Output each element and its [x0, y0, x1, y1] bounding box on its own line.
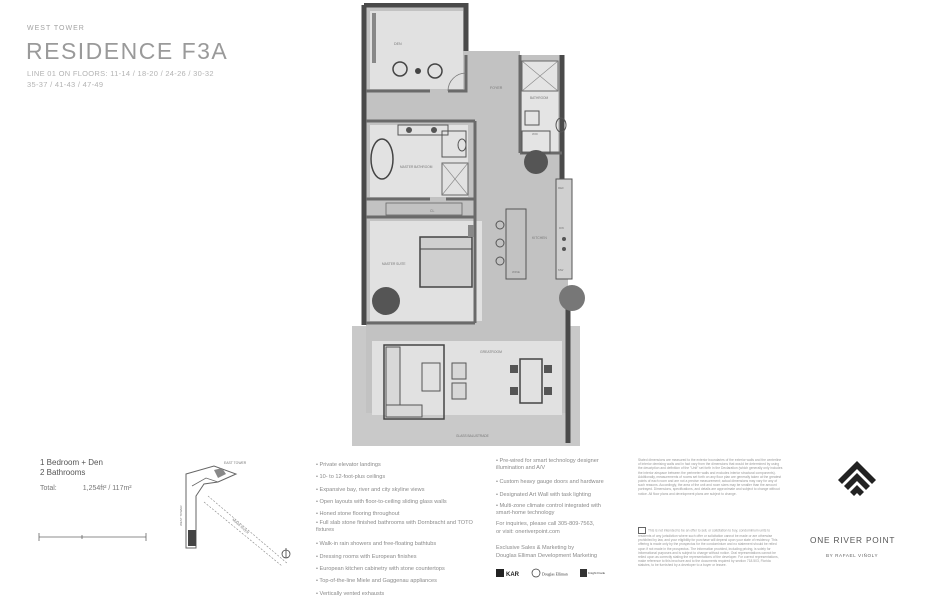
feature-item: • Walk-in rain showers and free-floating bathtubs — [316, 541, 437, 548]
closet-label: CL — [430, 209, 435, 213]
feature-item: • Expansive bay, river and city skyline views — [316, 486, 425, 493]
feature-item: • Dressing rooms with European finishes — [316, 553, 417, 560]
wine-label: WINE — [512, 270, 520, 274]
key-plan — [178, 456, 308, 566]
elliman-logo-text: Douglas Elliman — [542, 572, 568, 577]
bedrooms-text: 1 Bedroom + Den — [40, 458, 103, 467]
key-east-tower: EAST TOWER — [224, 461, 247, 465]
balcony-note: GLASS BALUSTRADE — [456, 434, 489, 438]
knight-frank-logo-text: Knight Frank — [588, 571, 606, 575]
kar-logo-icon — [496, 569, 504, 577]
master-bath-floor — [370, 125, 468, 197]
total-area — [40, 485, 132, 492]
ref-label: REF — [558, 186, 564, 190]
inquiries-line-1: For inquiries, please call 305-809-7563, — [496, 521, 595, 527]
tower-label: WEST TOWER — [27, 25, 85, 32]
bathroom-floor — [522, 61, 558, 153]
feature-item: • European kitchen cabinetry with stone countertops — [316, 566, 445, 573]
feature-item: • Vertically vented exhausts — [316, 590, 385, 597]
sales-line-2: Douglas Elliman Development Marketing — [496, 553, 598, 559]
wd-label: W/D — [532, 132, 538, 136]
greatroom-label: GREATROOM — [480, 350, 502, 354]
feature-item: • Pre-wired for smart technology designer illumination and A/V — [496, 458, 599, 471]
foyer-label: FOYER — [490, 86, 503, 90]
master-suite-label: MASTER SUITE — [382, 262, 406, 266]
sales-line-1: Exclusive Sales & Marketing by — [496, 545, 575, 551]
feature-item: • Custom heavy gauge doors and hardware — [496, 479, 604, 485]
feature-item: • Multi-zone climate control integrated with smart-home technology — [496, 503, 601, 516]
dimensions-disclaimer: Stated dimensions are measured to the exterior boundaries of the exterior walls and the centerline of interior demising walls and in fact vary from the dimensions that would be determined by using the description and definition of the "Unit" set forth in the Declaration (which generally only includes the interior airspace between the perimeter walls and excludes interior structural components). Additionally, measurements of rooms set forth on any floor plan are generally taken at the greatest points of each room and are not a precise measurement; actual dimensions may vary for any of such reasons. Accordingly, the area of the unit and room sizes may be smaller than the amount portrayed. Dimensions, specifications, and details are approximate and subject to change without notice. All floor plans and development plans are subject to change. — [638, 458, 783, 496]
one-river-point-logo-icon — [834, 457, 880, 503]
legal-disclaimer: This is not intended to be an offer to sell, or solicitation to buy, condominium units to residents of any jurisdiction where such offer or solicitation cannot be made or are otherwise prohibited by law, and your eligibility for purchase will depend upon your state of residency. This offering is made only by the prospectus for the condominium and no statement should be relied upon if not made in the prospectus. The information provided, including pricing, is solely for informational purposes and is subject to change without notice. Oral representations cannot be relied upon as correctly stating the representations of the developer. For correct representations, make reference to this brochure and to the documents required by section 718.503, Florida statutes, to be furnished by a developer to a buyer or lessee. — [638, 528, 779, 568]
bathroom-label: BATHROOM — [530, 96, 549, 100]
feature-item: • 10- to 12-foot-plus ceilings — [316, 474, 386, 481]
den-floor — [370, 11, 463, 89]
inquiries — [496, 520, 626, 536]
elliman-logo-icon — [532, 569, 540, 577]
floors-line-2: 35-37 / 41-43 / 47-49 — [27, 80, 104, 89]
key-west-tower: WEST TOWER — [179, 505, 183, 526]
residence-title: RESIDENCE F3A — [26, 38, 229, 64]
floor-plan — [350, 3, 590, 450]
knight-frank-logo-icon — [580, 569, 587, 577]
partner-logos — [496, 567, 606, 581]
scale-bar — [38, 532, 148, 542]
features-list-1 — [316, 459, 486, 600]
dw-label: DW — [559, 226, 564, 230]
inquiries-line-2[interactable]: or visit: oneriverpoint.com — [496, 529, 560, 535]
bathrooms-text: 2 Bathrooms — [40, 468, 86, 477]
sales-marketing — [496, 544, 626, 560]
kar-logo-text: KAR — [506, 572, 519, 578]
den-label: DEN — [394, 42, 402, 46]
kitchen-label: KITCHEN — [532, 236, 547, 240]
total-label: Total: — [40, 485, 57, 492]
total-value: 1,254ft² / 117m² — [82, 485, 132, 492]
feature-item: • Full slab stone finished bathrooms with Dornbracht and TOTO fixtures — [316, 520, 473, 534]
brand-name: ONE RIVER POINT — [810, 535, 896, 545]
feature-item: • Private elevator landings — [316, 462, 381, 468]
floors-line-1: LINE 01 ON FLOORS: 11-14 / 18-20 / 24-26 / 30-32 — [27, 69, 214, 78]
master-bathroom-label: MASTER BATHROOM — [400, 165, 433, 169]
features-list-2 — [496, 458, 616, 517]
equal-housing-icon — [638, 527, 646, 534]
feature-item: • Top-of-the-line Miele and Gaggenau appliances — [316, 578, 437, 585]
brand-byline: BY RAFAEL VIÑOLY — [826, 553, 879, 558]
unit-summary — [40, 458, 103, 478]
feature-item: • Honed stone flooring throughout — [316, 511, 400, 518]
key-river: MIAMI RIVER — [231, 517, 250, 535]
feature-item: • Open layouts with floor-to-ceiling sliding glass walls — [316, 498, 447, 505]
mw-label: MW — [558, 268, 564, 272]
feature-item: • Designated Art Wall with task lighting — [496, 492, 592, 498]
